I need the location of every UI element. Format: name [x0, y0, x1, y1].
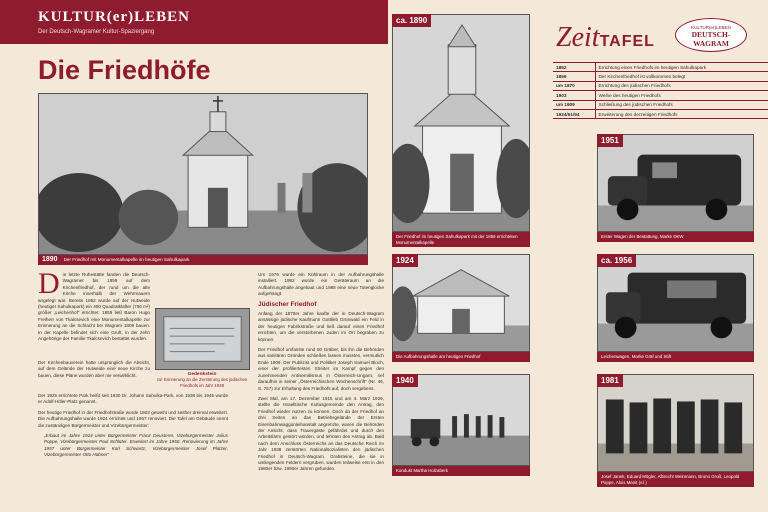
photo-year-badge: 1981 [597, 374, 623, 387]
drop-cap: D [38, 267, 60, 300]
article-paragraph: Anfang der 1870er Jahre kaufte der in Deutsch-Wagram ansässige jüdische Kaufmann Gottlieb Grünwald ein Feld in der heutigen Fabrikstraße und ließ darauf einen Friedhof errichten, um die verstorbenen Juden im Ort begraben zu können. [258, 311, 384, 342]
main-photo-caption [38, 255, 368, 265]
header-bar [0, 0, 388, 44]
table-row: um 1909 Schließung des jüdischen Friedhofs [553, 100, 768, 109]
photo-caption: Kondukt Martha Holzaberk [392, 466, 530, 476]
main-photo-caption-text: Der Friedhof mit Monumentalkapelle im heutigen Sahulkapark [63, 257, 190, 262]
article-paragraph: Zwei Mal, am 17. Dezember 1915 und am 4. März 1929, stellte die Israelitische Kultusgemeinde den Antrag, den Friedhof wieder nutzen zu können. Doch da der Friedhof an drei Seiten an das Betriebsgelände der Ersten Eisenbahnwaggonleihanstalt angrenzte, waren die Behörden der Ansicht, dass Trauergäste gefährdet und durch den Arbeitslärm gestört würden, und lehnten den Antrag ab. Bald nach dem Anschluss Österreichs an das Deutsche Reich im Jahr 1938 zerstörten Nationalsozialisten den jüdischen Friedhof in Deutsch-Wagram. Grabsteine, die sie in umliegenden Feldern vergruben, wurden teilweise erst in den 1980er bzw. 1990er Jahren gefunden. [258, 395, 384, 472]
article-paragraph: Der Friedhof umfasste rund 80 Gräber, bis ihn die Behörden aus sanitären Gründen schließen lassen mussten, vermutlich Ende 1909. Der Publizist und Politiker Joseph Samuel Bloch, einer der profiliertesten Streiter im Kampf gegen den zunehmenden Antisemitismus in Österreich-Ungarn, rief daraufhin in seiner „Österreichischen Wochenschrift“ (Nr. 46, S. 757) zur Erhaltung des Friedhofs auf, doch vergebens. [258, 347, 384, 391]
zeittafel-title [556, 22, 655, 54]
article-paragraph: Um 1976 wurde ein Kühlraum in der Aufbahrungshalle installiert. 1982 wurde ein Geräteraum an die Aufbahrungshalle angebaut und 1988 eine neue Totenglocke aufgehängt. [258, 272, 384, 297]
photo-caption: Der Friedhof im heutigen Sahulkapark mit der 1859 errichteten Monumentalkapelle [392, 232, 530, 247]
photo-year-badge: 1924 [392, 254, 418, 267]
article-paragraph: Der Kirchenbauverein hatte ursprünglich die Absicht, auf dem Gelände der Hutweide eine neue Kirche zu bauen, diese Pläne wurden aber nie verwirklicht. [38, 360, 150, 378]
brand-subtitle: Der Deutsch-Wagramer Kultur-Spaziergang [38, 29, 155, 35]
zeittafel-caps: TAFEL [599, 33, 655, 50]
article-column-1b [38, 360, 150, 383]
memorial-stone-title: Gedenkstein [187, 372, 217, 377]
photo-year-badge: 1951 [597, 134, 623, 147]
table-row: 1924/61/94 Erweiterung des derzeitigen Friedhofs [553, 109, 768, 118]
table-row: 1859 Der Kirchenfriedhof ist vollkommen belegt [553, 72, 768, 81]
brand-title: KULTUR(er)LEBEN [38, 9, 190, 25]
logo [675, 18, 747, 52]
plaque-quote: „Erbaut im Jahre 1924 unter Bürgermeister Franz Deusterer, Vizebürgermeister Julius Poppe, Vizebürgermeister Paul Schlüter. Erweitert im Jahre 1950. Renovierung im Jahre 1957 unter Bürgermeister Karl Schwartz, Vizebürgermeister Josef Platzer, Vizebürgermeister Otto Hübner“ [44, 433, 228, 458]
timeline-table [553, 62, 768, 119]
photo-caption: Die Aufbahrungshalle am heutigen Friedhof [392, 352, 530, 362]
photo-hearse-1956 [597, 254, 754, 352]
table-row: 1903 Weihe des heutigen Friedhofs [553, 91, 768, 100]
main-photo [38, 93, 368, 255]
zeittafel-script: Zeit [556, 22, 600, 53]
logo-line-1: KULTUR(er)LEBEN [691, 25, 731, 30]
photo-year-badge: ca. 1890 [392, 14, 431, 27]
memorial-stone-text: zur Erinnerung an die Zerstörung des jüdischen Friedhofs im Jahr 1938 [156, 377, 248, 388]
logo-line-2: DEUTSCH-WAGRAM [691, 30, 731, 48]
photo-hearse-1951 [597, 134, 754, 232]
photo-year-badge: ca. 1956 [597, 254, 636, 267]
article-paragraph: Der 1925 errichtete Park heißt seit 1930 Dr. Johann Sahulka-Park, von 1938 bis 1945 wurde er Adolf-Hitler-Platz genannt. [38, 393, 228, 405]
article-column-2 [258, 272, 384, 477]
photo-caption: Josef Janek, Eduard Mögler, Albrecht Weinmann, Bruno Groß, Leopold Poppe, Alois Manit (v.l.) [597, 472, 754, 487]
photo-year-badge: 1940 [392, 374, 418, 387]
page-title: Die Friedhöfe [38, 55, 211, 85]
table-row: 1852 Errichtung eines Friedhofs im heutigen Sahulkapark [553, 63, 768, 72]
photo-caption: Leichenwagen, Marke Gräf und Stift [597, 352, 754, 362]
article-column-1c [38, 393, 228, 463]
memorial-stone-caption [152, 372, 252, 388]
table-row: um 1870 Errichtung des jüdischen Friedhofs [553, 81, 768, 90]
photo-hall-1924 [392, 254, 530, 352]
photo-chapel-ca1890 [392, 14, 530, 232]
photo-procession-1940 [392, 374, 530, 466]
section-heading: Jüdischer Friedhof [258, 300, 317, 308]
main-photo-year: 1890 [42, 256, 58, 263]
article-paragraph: Der heutige Friedhof in der Friedhofstraße wurde 1903 geweiht und seither dreimal erweitert. Die Aufbahrungshalle wurde 1924 errichtet und 1957 renoviert. Die Tafel am Gebäude nennt die zuständigen Bürgermeister und Vizebürgermeister: [38, 409, 228, 428]
photo-caption: Erster Wagen der Bestattung, Marke DKW [597, 232, 754, 242]
article-paragraph: Die letzte Ruhestätte fanden die Deutsch-Wagramer bis 1859 auf dem Kirchenfriedhof, der rund um die alte Kirche innerhalb der Wehrmauern angelegt war. Bereits 1852 wurde auf der Hutweide (heutiger Sahulkapark) ein 400 Quadratklafter (756 m²) großer „Leichenhof“ errichtet. 1859 ließ Baron Hugo Freiherr von Tkalcsevich eine Monumentalkapelle zur Erinnerung an die Schlacht bei Wagram 1809 bauen. In der Kapelle befindet sich eine Gruft, in der zehn Angehörige der Familie Tkalcsevich bestattet wurden. [38, 267, 150, 342]
article-column-1 [38, 267, 150, 346]
photo-staff-1981 [597, 374, 754, 472]
memorial-stone-photo [155, 308, 250, 370]
